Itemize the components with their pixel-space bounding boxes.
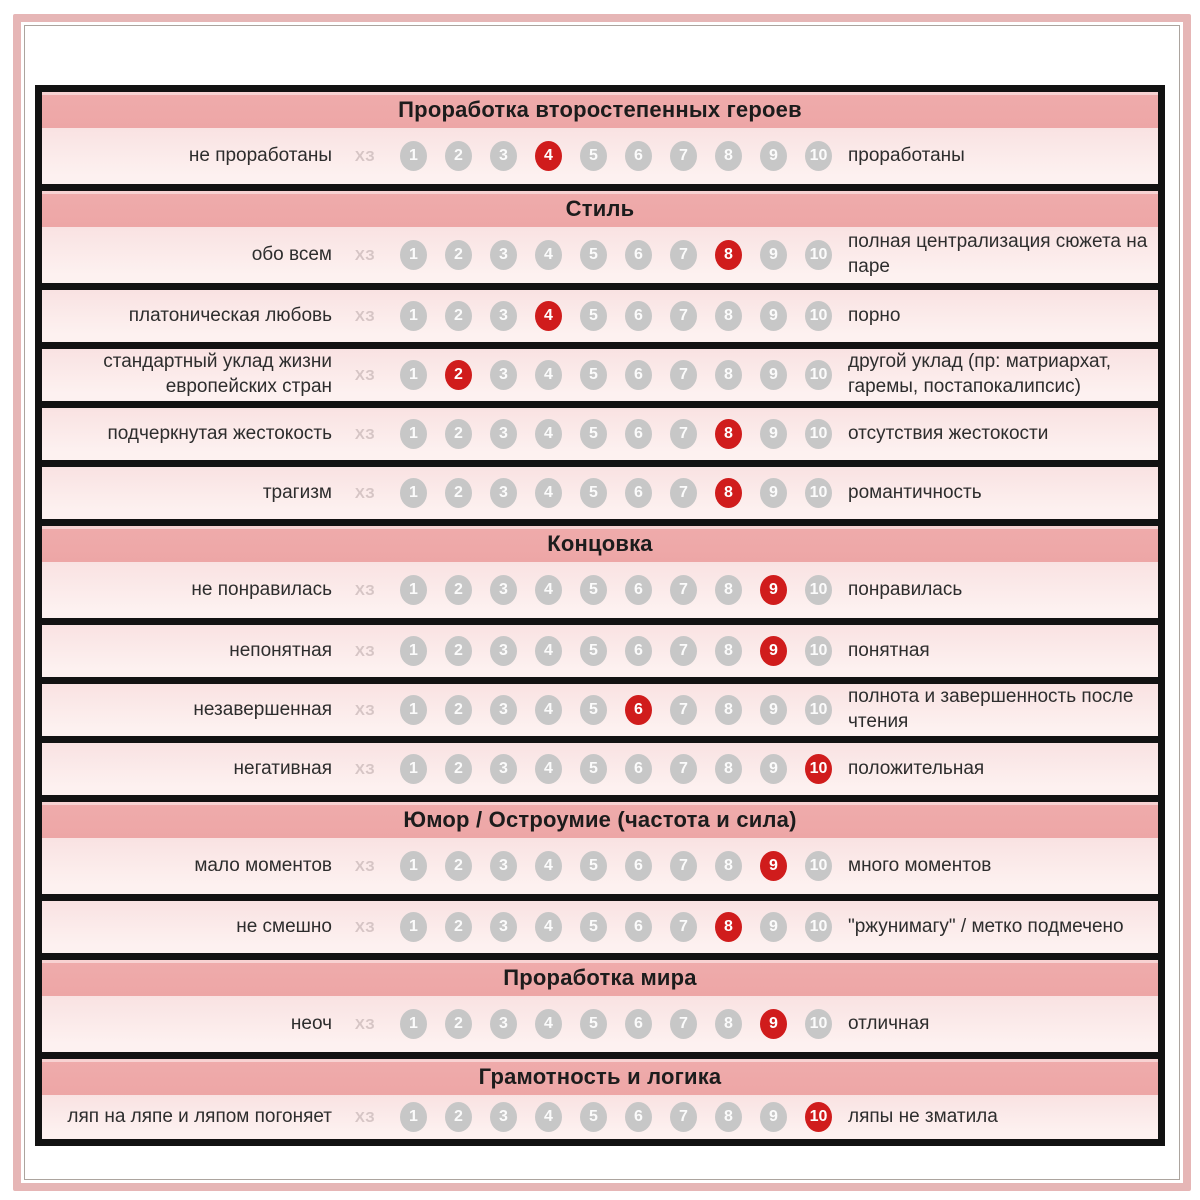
rating-option[interactable]: 3 [490, 301, 517, 331]
row-left-label: трагизм [262, 481, 332, 503]
rating-option-selected[interactable]: 8 [715, 478, 742, 508]
rating-option-selected[interactable]: 2 [445, 360, 472, 390]
xz-unknown-option[interactable]: ХЗ [354, 1015, 376, 1033]
rating-option[interactable]: 4 [535, 240, 562, 270]
section-header: Проработка мира [42, 960, 1158, 996]
rating-row [42, 227, 1158, 283]
rating-scale [388, 301, 834, 331]
rating-row [42, 349, 1158, 401]
rating-option[interactable]: 3 [490, 141, 517, 171]
rating-option[interactable]: 1 [400, 575, 427, 605]
rating-option[interactable]: 7 [670, 478, 697, 508]
rating-option[interactable]: 1 [400, 1102, 427, 1132]
rating-option-selected[interactable]: 8 [715, 240, 742, 270]
rating-option[interactable]: 4 [535, 575, 562, 605]
xz-unknown-option[interactable]: ХЗ [354, 760, 376, 778]
rating-option[interactable]: 8 [715, 851, 742, 881]
rating-row [42, 290, 1158, 342]
rating-row [42, 684, 1158, 736]
rating-option[interactable]: 9 [760, 419, 787, 449]
rating-option[interactable]: 7 [670, 419, 697, 449]
rating-option[interactable]: 9 [760, 478, 787, 508]
rating-option[interactable]: 8 [715, 636, 742, 666]
section-header: Проработка второстепенных героев [42, 92, 1158, 128]
rating-option[interactable]: 7 [670, 240, 697, 270]
section-header: Концовка [42, 526, 1158, 562]
rating-option[interactable]: 6 [625, 754, 652, 784]
rating-option[interactable]: 5 [580, 636, 607, 666]
rating-option[interactable]: 4 [535, 360, 562, 390]
rating-option[interactable]: 2 [445, 695, 472, 725]
rating-option-selected[interactable]: 8 [715, 912, 742, 942]
rating-option-selected[interactable]: 8 [715, 419, 742, 449]
rating-option[interactable]: 3 [490, 1009, 517, 1039]
rating-scale [388, 695, 834, 725]
rating-option[interactable]: 2 [445, 1102, 472, 1132]
rating-row [42, 408, 1158, 460]
rating-option[interactable]: 6 [625, 636, 652, 666]
rating-option[interactable]: 10 [805, 360, 832, 390]
rating-option[interactable]: 7 [670, 695, 697, 725]
rating-option[interactable]: 10 [805, 141, 832, 171]
rating-option[interactable]: 6 [625, 912, 652, 942]
rating-option[interactable]: 8 [715, 754, 742, 784]
rating-row [42, 562, 1158, 618]
section-header: Юмор / Остроумие (частота и сила) [42, 802, 1158, 838]
row-left-label: стандартный уклад жизни европейских стран [103, 351, 332, 397]
rating-option-selected[interactable]: 10 [805, 1102, 832, 1132]
rating-option-selected[interactable]: 6 [625, 695, 652, 725]
xz-unknown-option[interactable]: ХЗ [354, 307, 376, 325]
rating-scale [388, 419, 834, 449]
rating-option[interactable]: 8 [715, 360, 742, 390]
rating-option[interactable]: 3 [490, 636, 517, 666]
rating-option[interactable]: 9 [760, 301, 787, 331]
rating-option[interactable]: 3 [490, 575, 517, 605]
rating-option[interactable]: 4 [535, 754, 562, 784]
row-right-label: понятная [848, 639, 930, 661]
xz-unknown-option[interactable]: ХЗ [354, 147, 376, 165]
row-left-label: подчеркнутая жестокость [107, 422, 332, 444]
row-right-label: другой уклад (пр: матриархат, гаремы, постапокалипсис) [848, 351, 1112, 397]
rating-option[interactable]: 1 [400, 754, 427, 784]
rating-option-selected[interactable]: 9 [760, 575, 787, 605]
rating-option[interactable]: 4 [535, 1009, 562, 1039]
rating-option[interactable]: 10 [805, 478, 832, 508]
section-header: Стиль [42, 191, 1158, 227]
rating-option[interactable]: 7 [670, 1009, 697, 1039]
rating-option[interactable]: 5 [580, 912, 607, 942]
rating-option[interactable]: 2 [445, 912, 472, 942]
row-left-label: неоч [290, 1012, 332, 1034]
rating-option[interactable]: 7 [670, 301, 697, 331]
rating-scale [388, 912, 834, 942]
rating-row [42, 743, 1158, 795]
rating-option[interactable]: 2 [445, 1009, 472, 1039]
rating-option[interactable]: 6 [625, 478, 652, 508]
rating-option[interactable]: 7 [670, 575, 697, 605]
rating-option[interactable]: 6 [625, 141, 652, 171]
rating-option[interactable]: 1 [400, 360, 427, 390]
rating-option[interactable]: 10 [805, 912, 832, 942]
rating-option[interactable]: 2 [445, 575, 472, 605]
rating-option[interactable]: 6 [625, 301, 652, 331]
rating-scale [388, 240, 834, 270]
rating-option[interactable]: 4 [535, 419, 562, 449]
rating-row [42, 901, 1158, 953]
rating-scale [388, 360, 834, 390]
rating-option[interactable]: 4 [535, 636, 562, 666]
rating-scale [388, 1009, 834, 1039]
row-right-label: проработаны [848, 144, 965, 166]
rating-option[interactable]: 1 [400, 240, 427, 270]
rating-option[interactable]: 1 [400, 419, 427, 449]
rating-option[interactable]: 3 [490, 478, 517, 508]
rating-option[interactable]: 5 [580, 301, 607, 331]
rating-option[interactable]: 5 [580, 575, 607, 605]
xz-unknown-option[interactable]: ХЗ [354, 918, 376, 936]
xz-unknown-option[interactable]: ХЗ [354, 425, 376, 443]
rating-option[interactable]: 7 [670, 141, 697, 171]
rating-option[interactable]: 7 [670, 360, 697, 390]
rating-row [42, 128, 1158, 184]
rating-option[interactable]: 2 [445, 478, 472, 508]
rating-option[interactable]: 7 [670, 851, 697, 881]
rating-option[interactable]: 5 [580, 754, 607, 784]
rating-sheet [35, 85, 1165, 1146]
rating-option[interactable]: 8 [715, 141, 742, 171]
rating-option[interactable]: 4 [535, 912, 562, 942]
rating-option[interactable]: 10 [805, 636, 832, 666]
row-right-label: понравилась [848, 578, 963, 600]
rating-row [42, 838, 1158, 894]
xz-unknown-option[interactable]: ХЗ [354, 366, 376, 384]
rating-option[interactable]: 8 [715, 1102, 742, 1132]
row-left-label: незавершенная [193, 698, 332, 720]
rating-option[interactable]: 2 [445, 141, 472, 171]
row-left-label: платоническая любовь [128, 304, 332, 326]
rating-option[interactable]: 3 [490, 912, 517, 942]
rating-option[interactable]: 6 [625, 360, 652, 390]
rating-option[interactable]: 3 [490, 851, 517, 881]
rating-option[interactable]: 10 [805, 695, 832, 725]
rating-option[interactable]: 5 [580, 141, 607, 171]
rating-option[interactable]: 6 [625, 1009, 652, 1039]
xz-unknown-option[interactable]: ХЗ [354, 246, 376, 264]
rating-option[interactable]: 9 [760, 754, 787, 784]
rating-option-selected[interactable]: 4 [535, 141, 562, 171]
rating-option[interactable]: 9 [760, 1102, 787, 1132]
rating-option[interactable]: 6 [625, 1102, 652, 1132]
rating-option[interactable]: 1 [400, 478, 427, 508]
row-left-label: не проработаны [188, 144, 332, 166]
rating-option[interactable]: 2 [445, 301, 472, 331]
rating-option[interactable]: 7 [670, 912, 697, 942]
rating-option[interactable]: 2 [445, 419, 472, 449]
rating-option[interactable]: 10 [805, 240, 832, 270]
rating-option[interactable]: 8 [715, 695, 742, 725]
row-left-label: обо всем [251, 243, 332, 265]
rating-scale [388, 575, 834, 605]
row-right-label: положительная [848, 757, 985, 779]
rating-option[interactable]: 3 [490, 419, 517, 449]
row-right-label: много моментов [848, 854, 992, 876]
rating-option[interactable]: 1 [400, 301, 427, 331]
row-right-label: полнота и завершенность после чтения [848, 686, 1134, 732]
rating-option[interactable]: 4 [535, 1102, 562, 1132]
rating-option[interactable]: 8 [715, 1009, 742, 1039]
rating-option[interactable]: 6 [625, 851, 652, 881]
rating-option[interactable]: 5 [580, 360, 607, 390]
rating-option-selected[interactable]: 9 [760, 1009, 787, 1039]
rating-scale [388, 478, 834, 508]
rating-option-selected[interactable]: 9 [760, 851, 787, 881]
rating-row [42, 625, 1158, 677]
rating-option[interactable]: 8 [715, 575, 742, 605]
row-right-label: романтичность [848, 481, 982, 503]
rating-option[interactable]: 1 [400, 141, 427, 171]
row-left-label: не смешно [236, 915, 332, 937]
rating-row [42, 467, 1158, 519]
rating-option[interactable]: 9 [760, 141, 787, 171]
xz-unknown-option[interactable]: ХЗ [354, 484, 376, 502]
rating-option[interactable]: 10 [805, 301, 832, 331]
rating-option[interactable]: 7 [670, 1102, 697, 1132]
rating-option[interactable]: 10 [805, 851, 832, 881]
rating-option[interactable]: 5 [580, 478, 607, 508]
rating-row [42, 1095, 1158, 1139]
rating-option[interactable]: 3 [490, 360, 517, 390]
rating-option[interactable]: 2 [445, 754, 472, 784]
rating-option-selected[interactable]: 10 [805, 754, 832, 784]
row-right-label: порно [848, 304, 901, 326]
rating-scale [388, 851, 834, 881]
rating-option[interactable]: 1 [400, 636, 427, 666]
rating-scale [388, 1102, 834, 1132]
rating-scale [388, 754, 834, 784]
row-left-label: непонятная [229, 639, 332, 661]
rating-option[interactable]: 3 [490, 1102, 517, 1132]
rating-option[interactable]: 6 [625, 240, 652, 270]
rating-option[interactable]: 4 [535, 851, 562, 881]
row-left-label: негативная [233, 757, 332, 779]
rating-option[interactable]: 1 [400, 912, 427, 942]
row-right-label: отсутствия жестокости [848, 422, 1049, 444]
xz-unknown-option[interactable]: ХЗ [354, 857, 376, 875]
rating-option[interactable]: 5 [580, 419, 607, 449]
rating-option[interactable]: 5 [580, 1009, 607, 1039]
rating-scale [388, 636, 834, 666]
section-header: Грамотность и логика [42, 1059, 1158, 1095]
rating-option[interactable]: 9 [760, 912, 787, 942]
rating-option[interactable]: 10 [805, 1009, 832, 1039]
rating-option-selected[interactable]: 9 [760, 636, 787, 666]
rating-option[interactable]: 6 [625, 575, 652, 605]
xz-unknown-option[interactable]: ХЗ [354, 701, 376, 719]
rating-option[interactable]: 9 [760, 240, 787, 270]
rating-option[interactable]: 6 [625, 419, 652, 449]
rating-option[interactable]: 2 [445, 851, 472, 881]
rating-option[interactable]: 2 [445, 636, 472, 666]
rating-option[interactable]: 5 [580, 695, 607, 725]
rating-option[interactable]: 4 [535, 695, 562, 725]
rating-option[interactable]: 5 [580, 240, 607, 270]
xz-unknown-option[interactable]: ХЗ [354, 642, 376, 660]
rating-option[interactable]: 7 [670, 636, 697, 666]
rating-option[interactable]: 10 [805, 575, 832, 605]
rating-option-selected[interactable]: 4 [535, 301, 562, 331]
rating-option[interactable]: 9 [760, 695, 787, 725]
rating-option[interactable]: 7 [670, 754, 697, 784]
row-right-label: полная централизация сюжета на паре [848, 231, 1148, 277]
rating-option[interactable]: 5 [580, 851, 607, 881]
row-left-label: ляп на ляпе и ляпом погоняет [67, 1105, 332, 1127]
row-left-label: не понравилась [191, 578, 332, 600]
row-right-label: "ржунимагу" / метко подмечено [848, 915, 1124, 937]
xz-unknown-option[interactable]: ХЗ [354, 581, 376, 599]
rating-option[interactable]: 4 [535, 478, 562, 508]
rating-option[interactable]: 3 [490, 695, 517, 725]
rating-option[interactable]: 3 [490, 240, 517, 270]
rating-option[interactable]: 2 [445, 240, 472, 270]
rating-row [42, 996, 1158, 1052]
rating-option[interactable]: 1 [400, 695, 427, 725]
row-left-label: мало моментов [194, 854, 332, 876]
rating-option[interactable]: 1 [400, 1009, 427, 1039]
rating-option[interactable]: 1 [400, 851, 427, 881]
rating-scale [388, 141, 834, 171]
rating-option[interactable]: 10 [805, 419, 832, 449]
rating-option[interactable]: 9 [760, 360, 787, 390]
xz-unknown-option[interactable]: ХЗ [354, 1108, 376, 1126]
rating-option[interactable]: 3 [490, 754, 517, 784]
row-right-label: отличная [848, 1012, 930, 1034]
row-right-label: ляпы не зматила [848, 1105, 998, 1127]
rating-option[interactable]: 5 [580, 1102, 607, 1132]
rating-option[interactable]: 8 [715, 301, 742, 331]
